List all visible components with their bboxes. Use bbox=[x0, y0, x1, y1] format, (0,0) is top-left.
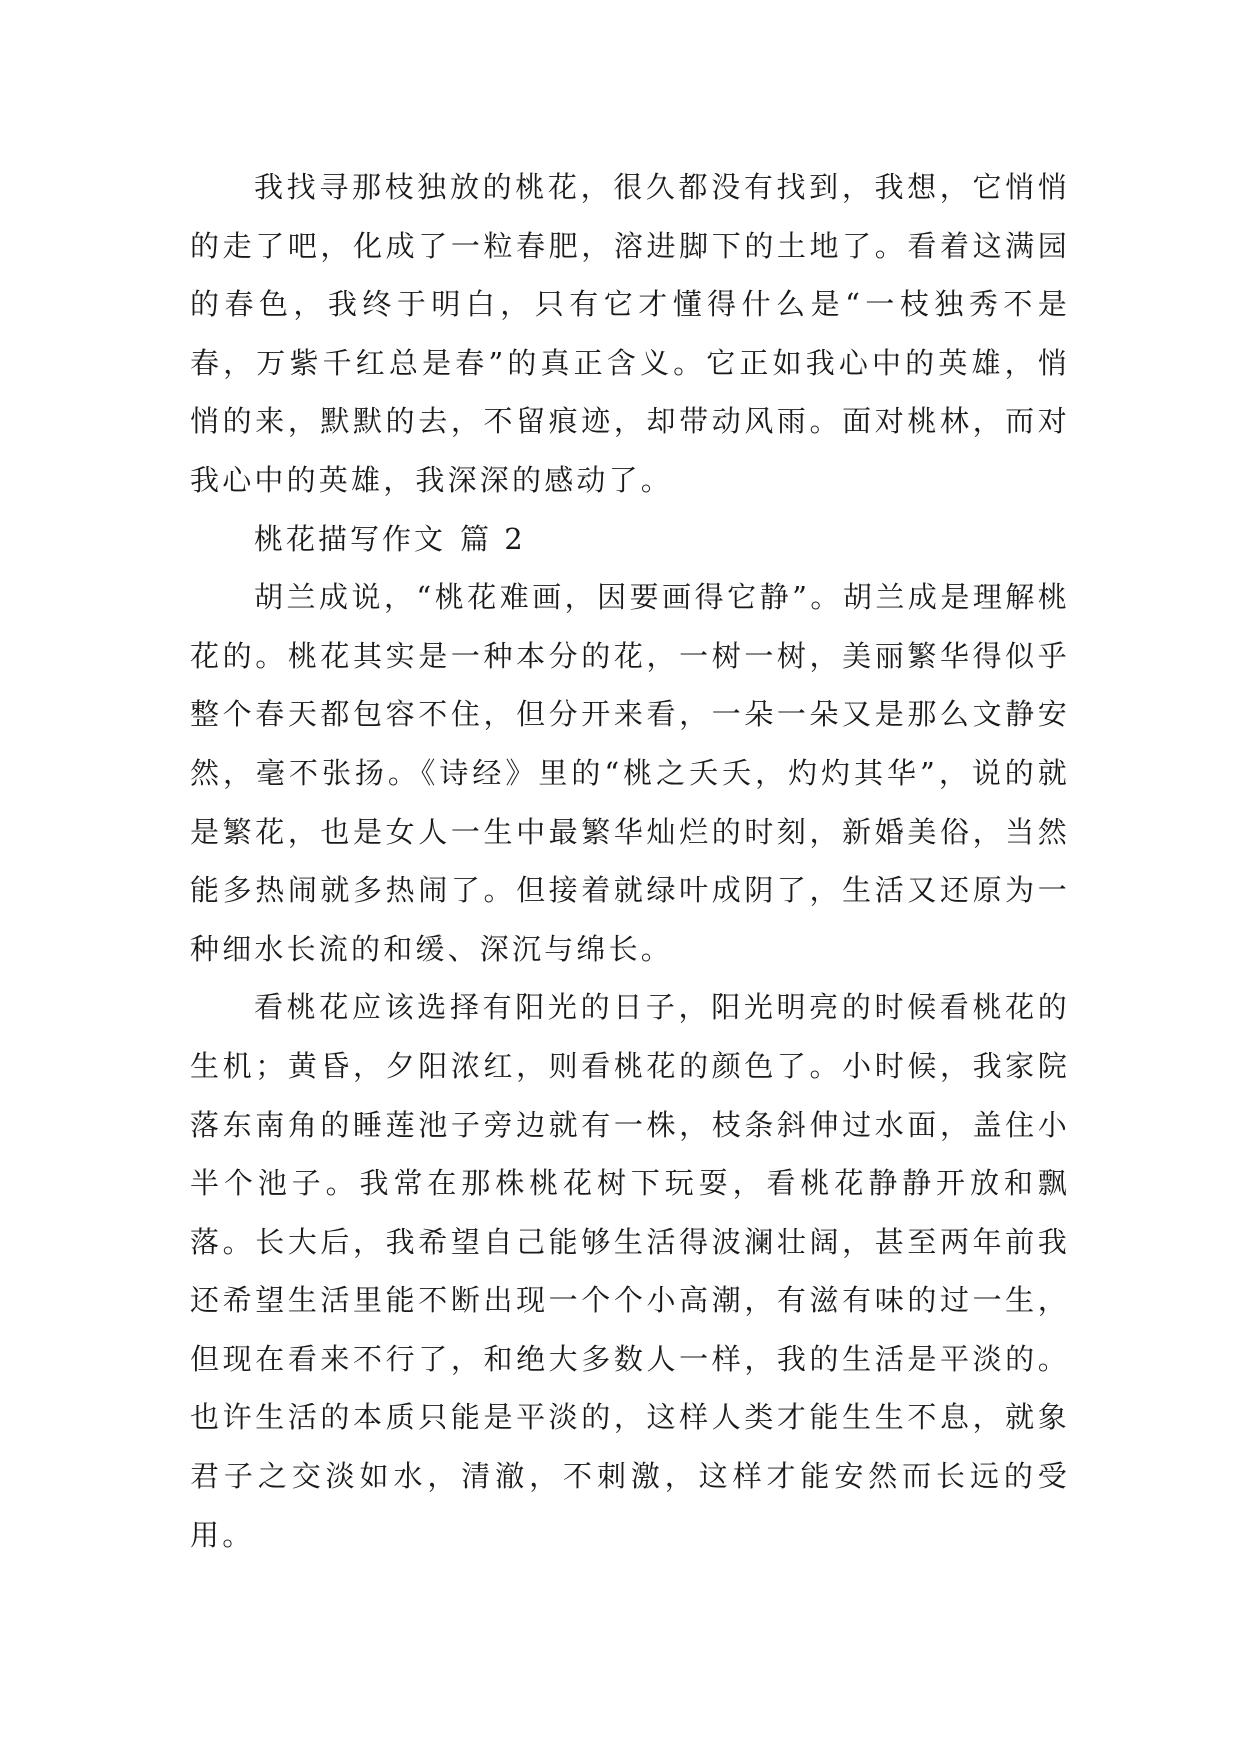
paragraph-peach-search: 我找寻那枝独放的桃花，很久都没有找到，我想，它悄悄的走了吧，化成了一粒春肥，溶进脚下的土地了。看着这满园的春色，我终于明白，只有它才懂得什么是“一枝独秀不是春，万紫千红总是春”的真正含义。它正如我心中的英雄，悄悄的来，默默的去，不留痕迹，却带动风雨。面对桃林，而对我心中的英雄，我深深的感动了。 bbox=[190, 170, 1070, 497]
document-body bbox=[190, 158, 1070, 1564]
section-heading bbox=[190, 510, 1070, 569]
paragraph-watching-peach: 看桃花应该选择有阳光的日子，阳光明亮的时候看桃花的生机；黄昏，夕阳浓红，则看桃花的颜色了。小时候，我家院落东南角的睡莲池子旁边就有一株，枝条斜伸过水面，盖住小半个池子。我常在那株桃花树下玩耍，看桃花静静开放和飘落。长大后，我希望自己能够生活得波澜壮阔，甚至两年前我还希望生活里能不断出现一个个小高潮，有滋有味的过一生，但现在看来不行了，和绝大多数人一样，我的生活是平淡的。也许生活的本质只能是平淡的，这样人类才能生生不息，就象君子之交淡如水，清澈，不刺激，这样才能安然而长远的受用。 bbox=[190, 990, 1070, 1552]
section-heading-number: 篇 2 bbox=[460, 521, 526, 556]
paragraph-hu-lancheng: 胡兰成说，“桃花难画，因要画得它静”。胡兰成是理解桃花的。桃花其实是一种本分的花，一树一树，美丽繁华得似乎整个春天都包容不住，但分开来看，一朵一朵又是那么文静安然，毫不张扬。《诗经》里的“桃之夭夭，灼灼其华”，说的就是繁花，也是女人一生中最繁华灿烂的时刻，新婚美俗，当然能多热闹就多热闹了。但接着就绿叶成阴了，生活又还原为一种细水长流的和缓、深沉与绵长。 bbox=[190, 580, 1070, 966]
section-heading-title: 桃花描写作文 bbox=[254, 521, 447, 556]
